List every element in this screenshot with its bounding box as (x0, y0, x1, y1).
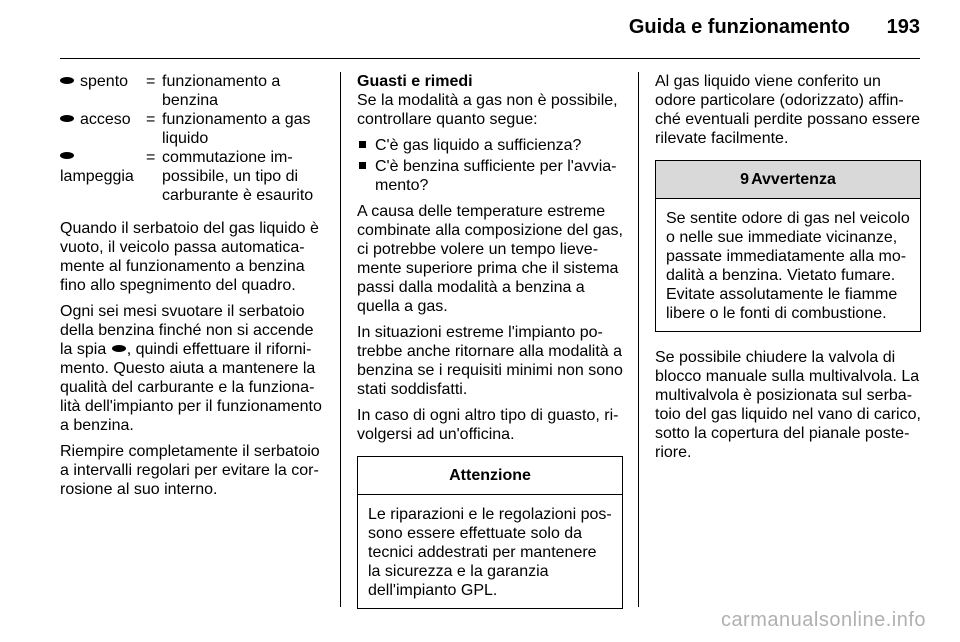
warning-header (656, 161, 920, 199)
status-description: commutazione impossibile, un tipo di carburante è esaurito (162, 149, 314, 204)
status-equals: = (146, 149, 156, 166)
status-description: funzionamento a benzina (162, 73, 281, 109)
header-divider (60, 58, 920, 59)
paragraph: In situazioni estreme l'impianto potrebbe anche ritornare alla modalità a benzina se i requisiti minimi non sono stati soddisfatti. (357, 324, 623, 398)
warning-box (655, 160, 921, 332)
status-row (60, 72, 325, 110)
paragraph-text: Ogni sei mesi svuotare il serbatoio della benzina finché non si accende la spia (60, 303, 314, 358)
attention-body: Le riparazioni e le regolazioni possono essere effettuate solo da tecnici addestrati per mantenere la sicurezza e la garanzia dell'impianto GPL. (368, 506, 612, 599)
paragraph-text: , quindi effettuare il rifornimento. Questo aiuta a mantenere la qualità del carburante e la funzionalità dell'impianto per il funzionamento a benzina. (60, 341, 322, 434)
status-description: funzionamento a gas liquido (162, 111, 311, 147)
paragraph: Quando il serbatoio del gas liquido è vuoto, il veicolo passa automaticamente al funzionamento a benzina fino allo spegnimento del quadro. (60, 220, 319, 294)
column-divider (340, 72, 341, 607)
lpg-lamp-icon (60, 77, 74, 84)
paragraph: Al gas liquido viene conferito un odore particolare (odorizzato) affinché eventuali perdite possano essere rilevate facilmente. (655, 73, 921, 147)
warning-title: Avvertenza (751, 171, 836, 188)
status-row (60, 148, 325, 205)
list-item: C'è gas liquido a sufficienza? (357, 136, 623, 155)
column-middle (357, 72, 623, 609)
paragraph: Riempire completamente il serbatoio a intervalli regolari per evitare la corrosione al suo interno. (60, 443, 320, 498)
warning-triangle-icon: 9 (740, 171, 750, 188)
lpg-lamp-icon (60, 115, 74, 122)
paragraph: In caso di ogni altro tipo di guasto, rivolgersi ad un'officina. (357, 407, 619, 443)
status-row (60, 110, 325, 148)
status-equals: = (146, 111, 156, 128)
list-item: C'è benzina sufficiente per l'avviamento? (357, 157, 623, 195)
status-state: spento (80, 73, 129, 90)
lpg-lamp-icon (112, 345, 126, 352)
warning-body: Se sentite odore di gas nel veicolo o nelle sue immediate vicinanze, passate immediatamente alla modalità a benzina. Vietato fumare. Evitate assolutamente le fiamme libere o le fonti di combustione. (666, 210, 910, 322)
lamp-status-table (60, 72, 325, 205)
status-state: acceso (80, 111, 131, 128)
watermark: carmanualsonline.info (720, 609, 926, 631)
page-title: Guida e funzionamento (628, 16, 850, 38)
paragraph: Se la modalità a gas non è possibile, controllare quanto segue: (357, 92, 618, 128)
paragraph: A causa delle temperature estreme combinate alla composizione del gas, ci potrebbe volere un tempo lievemente superiore prima che il sistema passi dalla modalità a benzina a quella a gas. (357, 203, 623, 315)
section-heading: Guasti e rimedi (357, 73, 473, 90)
column-right (655, 72, 921, 469)
lpg-lamp-icon (60, 152, 74, 159)
column-divider (638, 72, 639, 607)
attention-box (357, 456, 623, 609)
status-state: lampeggia (60, 168, 134, 185)
status-equals: = (146, 73, 156, 90)
column-left (60, 72, 325, 506)
paragraph: Se possibile chiudere la valvola di blocco manuale sulla multivalvola. La multivalvola è posizionata sul serbatoio del gas liquido nel vano di carico, sotto la copertura del pianale posteriore. (655, 349, 921, 461)
attention-title: Attenzione (358, 457, 622, 495)
paragraph (60, 302, 325, 435)
page-header (0, 0, 960, 58)
checklist (357, 136, 623, 195)
page-number: 193 (886, 16, 920, 38)
